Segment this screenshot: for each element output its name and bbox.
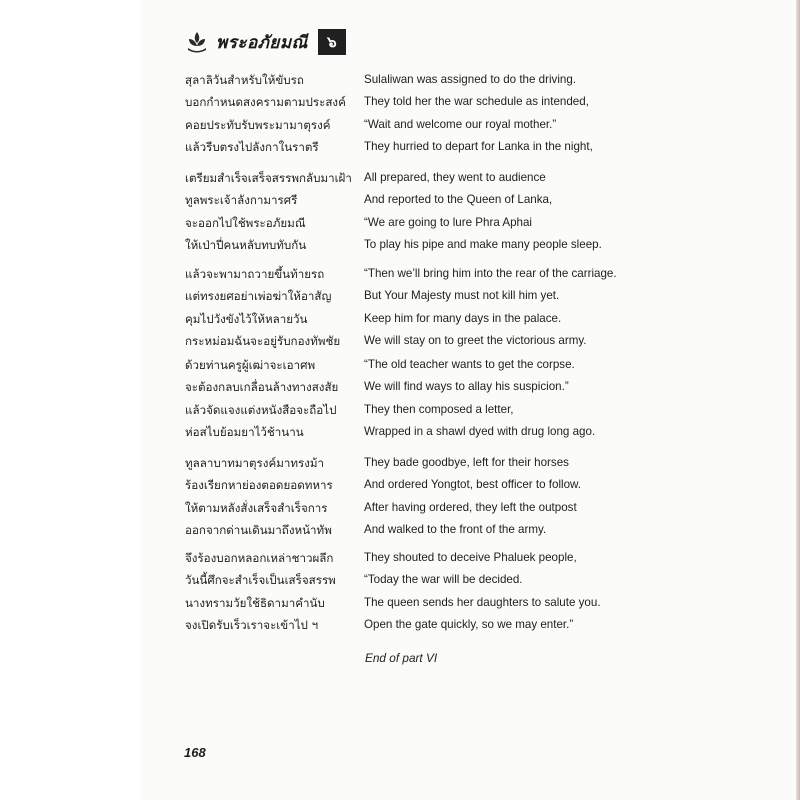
thai-verse-line: นางทรามวัยใช้ธิดามาคำนับ: [185, 595, 325, 610]
thai-verse-line: ทูลลาบาทมาตุรงค์มาทรงม้า: [185, 456, 325, 470]
thai-verse-line: เตรียมสำเร็จเสร็จสรรพกลับมาเฝ้า: [185, 171, 352, 185]
thai-verse-line: ให้ตามหลังสั่งเสร็จสำเร็จการ: [185, 500, 328, 515]
thai-verse-line: ห่อสไบย้อมยาไว้ช้านาน: [185, 424, 304, 439]
english-verse-line: Wrapped in a shawl dyed with drug long ago.: [364, 424, 596, 438]
thai-verse-line: ร้องเรียกหาย่องตอดยอดทหาร: [185, 478, 333, 493]
page-number: 168: [184, 745, 206, 760]
english-verse-line: They shouted to deceive Phaluek people,: [364, 551, 577, 564]
english-verse-line: And reported to the Queen of Lanka,: [364, 193, 553, 207]
english-verse-line: “Today the war will be decided.: [364, 573, 523, 587]
thai-verse-line: ให้เป่าปี่คนหลับทบทับกัน: [185, 237, 307, 252]
english-verse-line: They told her the war schedule as intended,: [364, 95, 589, 109]
english-verse-line: To play his pipe and make many people sleep.: [364, 237, 602, 251]
page-edge: [796, 0, 800, 800]
part-number-badge: ๖: [318, 29, 346, 55]
english-verse-line: Keep him for many days in the palace.: [364, 311, 562, 325]
english-verse-line: “Wait and welcome our royal mother.”: [364, 117, 557, 131]
chapter-header: [186, 27, 346, 57]
thai-verse-line: จึงร้องบอกหลอกเหล่าชาวผลึก: [185, 551, 334, 565]
english-verse-line: Sulaliwan was assigned to do the driving.: [364, 73, 577, 86]
english-verse-line: They then composed a letter,: [364, 402, 514, 416]
english-verse-line: We will find ways to allay his suspicion.”: [364, 380, 569, 394]
english-verse-line: They bade goodbye, left for their horses: [364, 456, 569, 469]
thai-verse-line: คุมไปวังขังไว้ให้หลายวัน: [185, 311, 308, 326]
lotus-icon: [186, 30, 208, 54]
thai-verse-line: ด้วยท่านครูผู้เฒ่าจะเอาศพ: [185, 358, 316, 372]
english-verse-line: “Then we’ll bring him into the rear of the carriage.: [364, 267, 617, 280]
thai-verse-line: ออกจากด่านเดินมาถึงหน้าทัพ: [185, 522, 332, 537]
thai-verse-line: บอกกำหนดสงครามตามประสงค์: [185, 95, 346, 110]
english-verse-line: After having ordered, they left the outpost: [364, 500, 577, 514]
chapter-title: พระอภัยมณี: [216, 32, 308, 53]
thai-verse-line: คอยประทับรับพระมามาตุรงค์: [185, 117, 331, 132]
english-verse-line: Open the gate quickly, so we may enter.”: [364, 617, 574, 631]
english-verse-line: And walked to the front of the army.: [364, 522, 547, 536]
thai-verse-line: แล้วจะพามาถวายขึ้นท้ายรถ: [185, 267, 325, 281]
thai-verse-line: แต่ทรงยศอย่าเพ่อฆ่าให้อาสัญ: [185, 289, 332, 304]
thai-verse-line: แล้วรีบตรงไปลังกาในราตรี: [185, 139, 319, 154]
english-verse-line: But Your Majesty must not kill him yet.: [364, 289, 560, 303]
english-verse-line: The queen sends her daughters to salute you.: [364, 595, 601, 609]
thai-verse-line: ทูลพระเจ้าลังกามารศรี: [185, 193, 298, 208]
english-verse-line: And ordered Yongtot, best officer to follow.: [364, 478, 581, 492]
english-verse-line: They hurried to depart for Lanka in the night,: [364, 139, 593, 153]
thai-verse-line: กระหม่อมฉันจะอยู่รับกองทัพชัย: [185, 333, 341, 348]
thai-verse-line: วันนี้ศึกจะสำเร็จเป็นเสร็จสรรพ: [185, 573, 336, 588]
english-verse-line: We will stay on to greet the victorious army.: [364, 333, 587, 347]
english-verse-line: “The old teacher wants to get the corpse.: [364, 358, 575, 371]
end-of-part-note: End of part VI: [365, 651, 438, 665]
thai-verse-line: สุลาลิวันสำหรับให้ขับรถ: [185, 73, 304, 87]
english-verse-line: “We are going to lure Phra Aphai: [364, 215, 532, 229]
thai-verse-line: จะออกไปใช้พระอภัยมณี: [185, 215, 306, 230]
english-verse-line: All prepared, they went to audience: [364, 171, 546, 184]
thai-verse-line: จะต้องกลบเกลื่อนล้างทางสงสัย: [185, 380, 339, 395]
thai-verse-line: จงเปิดรับเร็วเราจะเข้าไป ฯ: [185, 617, 319, 632]
thai-verse-line: แล้วจัดแจงแต่งหนังสือจะถือไป: [185, 402, 337, 417]
